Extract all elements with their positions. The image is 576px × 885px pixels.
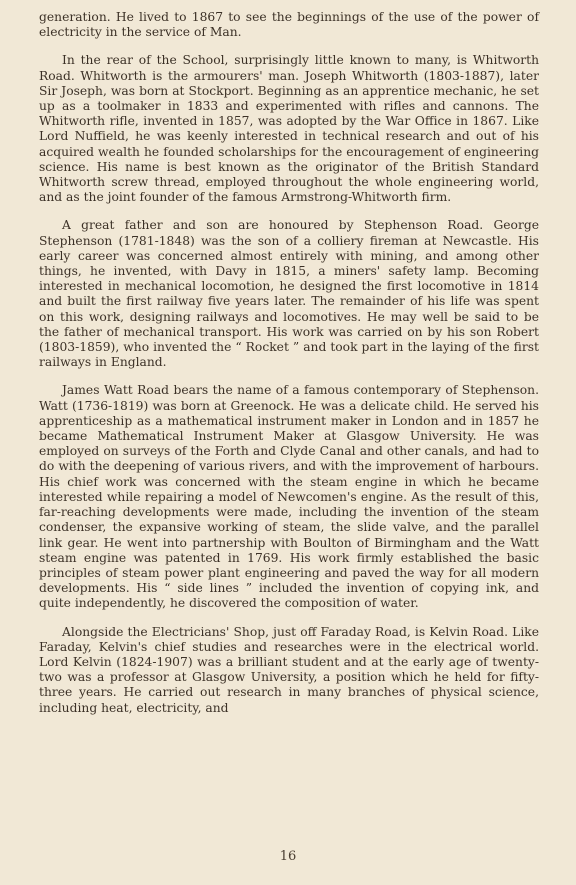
paragraph-continuation: generation. He lived to 1867 to see the beginnings of the use of the power of electricity in the service of Man. <box>39 10 539 40</box>
paragraph-kelvin: Alongside the Electricians' Shop, just off Faraday Road, is Kelvin Road. Like Faraday, Kelvin's chief studies and researches were in the electrical world. Lord Kelvin (1824-1907) was a brilliant student and at the early age of twenty-two was a professor at Glasgow University, a position which he held for fifty-three years. He carried out research in many branches of physical science, including heat, electricity, and <box>39 624 539 715</box>
paragraph-whitworth: In the rear of the School, surprisingly little known to many, is Whitworth Road. Whitworth is the armourers' man. Joseph Whitworth (1803-1887), later Sir Joseph, was born at Stockport. Beginning as an apprentice mechanic, he set up as a toolmaker in 1833 and experimented with rifles and cannons. The Whitworth rifle, invented in 1857, was adopted by the War Office in 1867. Like Lord Nuffield, he was keenly interested in technical research and out of his acquired wealth he founded scholarships for the encouragement of engineering science. His name is best known as the originator of the British Standard Whitworth screw thread, employed throughout the whole engineering world, and as the joint founder of the famous Armstrong-Whitworth firm. <box>39 53 539 205</box>
paragraph-watt: James Watt Road bears the name of a famous contemporary of Stephenson. Watt (1736-1819) was born at Greenock. He was a delicate child. He served his apprenticeship as a mathematical instrument maker in London and in 1857 he became Mathematical Instrument Maker at Glasgow University. He was employed on surveys of the Forth and Clyde Canal and other canals, and had to do with the deepening of various rivers, and with the improvement of harbours. His chief work was concerned with the steam engine in which he became interested while repairing a model of Newcomen's engine. As the result of this, far-reaching developments were made, including the invention of the steam condenser, the expansive working of steam, the slide valve, and the parallel link gear. He went into partnership with Boulton of Birmingham and the Watt steam engine was patented in 1769. His work firmly established the basic principles of steam power plant engineering and paved the way for all modern developments. His “ side lines ” included the invention of copying ink, and quite independently, he discovered the composition of water. <box>39 383 539 611</box>
paragraph-stephenson: A great father and son are honoured by Stephenson Road. George Stephenson (1781-1848) was the son of a colliery fireman at Newcastle. His early career was concerned almost entirely with mining, and among other things, he invented, with Davy in 1815, a miners' safety lamp. Becoming interested in mechanical locomotion, he designed the first locomotive in 1814 and built the first railway five years later. The remainder of his life was spent on this work, designing railways and locomotives. He may well be said to be the father of mechanical transport. His work was carried on by his son Robert (1803-1859), who invented the “ Rocket ” and took part in the laying of the first railways in England. <box>39 218 539 370</box>
page-number: 16 <box>279 849 297 864</box>
